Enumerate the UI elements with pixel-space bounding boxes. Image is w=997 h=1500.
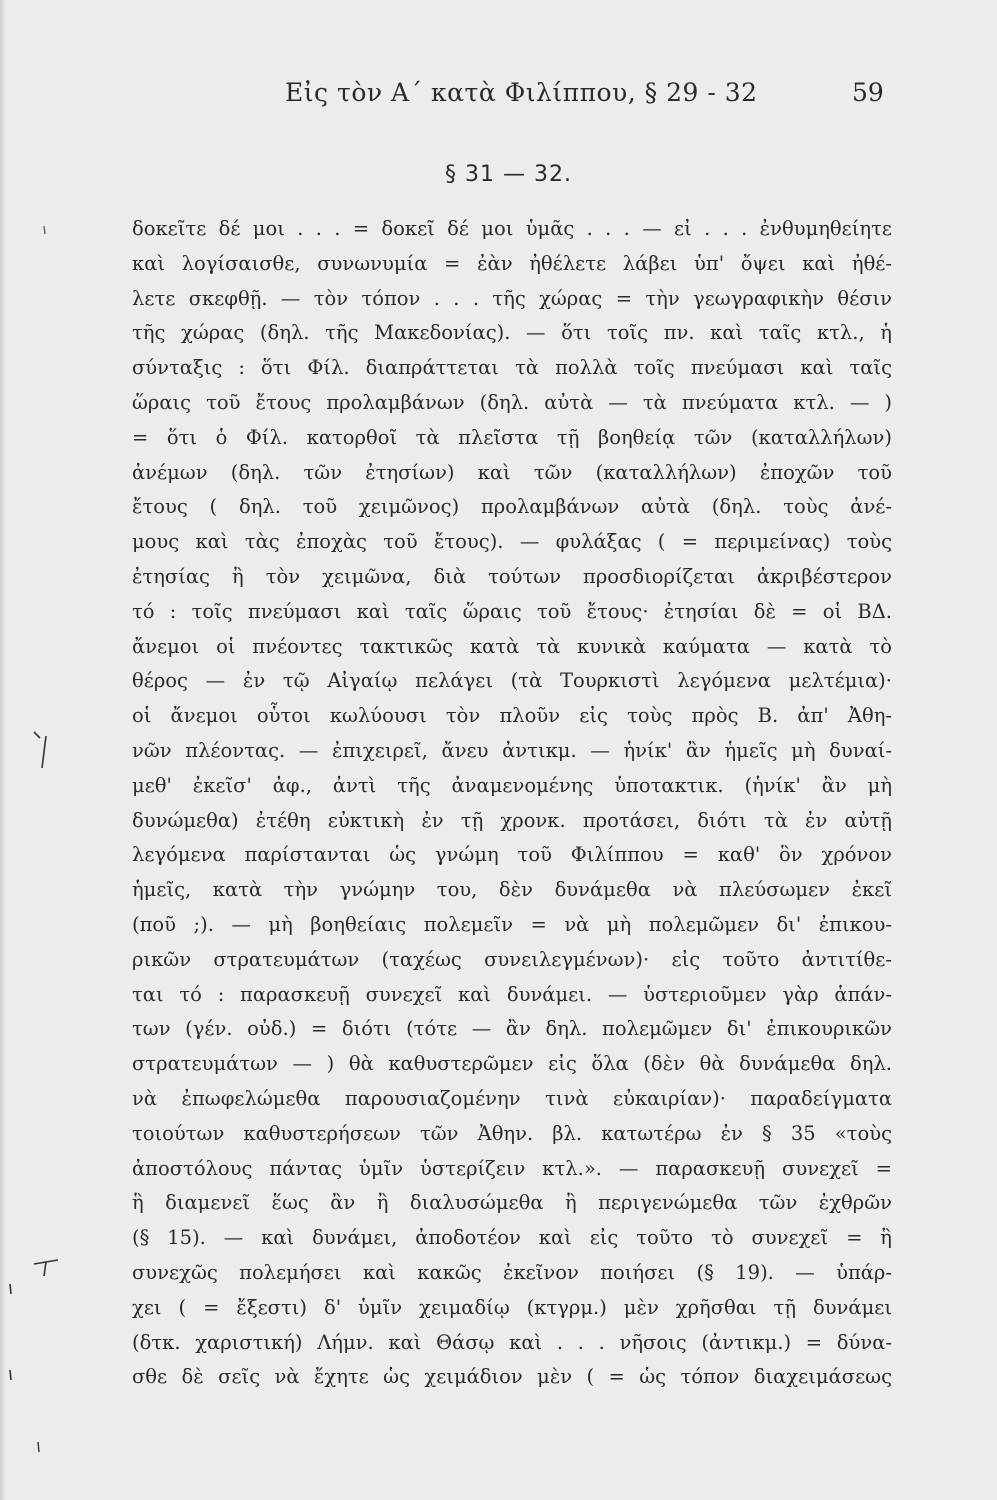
text-line: ἣ διαμενεῖ ἕως ἂν ἢ διαλυσώμεθα ἢ περιγενώμεθα τῶν ἐχθρῶν — [132, 1191, 892, 1215]
text-line: τό : τοῖς πνεύμασι καὶ ταῖς ὥραις τοῦ ἔτους· ἐτησίαι δὲ = οἱ ΒΔ. — [132, 599, 892, 623]
running-title: Εἰς τὸν Α΄ κατὰ Φιλίππου, § 29 - 32 — [285, 78, 758, 107]
running-head — [0, 78, 997, 118]
text-line: λετε σκεφθῇ. — τὸν τόπον . . . τῆς χώρας = τὴν γεωγραφικὴν θέσιν — [132, 286, 892, 310]
text-line: ἐτησίας ἢ τὸν χειμῶνα, διὰ τούτων προσδιορίζεται ἀκριβέστερον — [132, 564, 892, 588]
text-line: τοιούτων καθυστερήσεων τῶν Ἀθην. βλ. κατωτέρω ἐν § 35 «τοὺς — [132, 1121, 892, 1145]
margin-dot-mark — [40, 224, 50, 236]
margin-pencil-mark — [32, 1256, 62, 1280]
page-number: 59 — [852, 78, 884, 107]
text-line: (§ 15). — καὶ δυνάμει, ἀποδοτέον καὶ εἰς τοῦτο τὸ συνεχεῖ = ἣ — [132, 1226, 892, 1250]
text-line: καὶ λογίσαισθε, συνωνυμία = ἐὰν ἠθέλετε λάβει ὑπ' ὄψει καὶ ἠθέ- — [132, 251, 892, 275]
text-line: ρικῶν στρατευμάτων (ταχέως συνειλεγμένων)· εἰς τοῦτο ἀντιτίθε- — [132, 947, 892, 971]
text-line: δυνώμεθα) ἐτέθη εὐκτικὴ ἐν τῇ χρονκ. προτάσει, διότι τὰ ἐν αὐτῇ — [132, 808, 892, 832]
text-line: ἀνέμων (δηλ. τῶν ἐτησίων) καὶ τῶν (καταλλήλων) ἐποχῶν τοῦ — [132, 460, 892, 484]
text-line: θέρος — ἐν τῷ Αἰγαίῳ πελάγει (τὰ Τουρκιστὶ λεγόμενα μελτέμια)· — [132, 669, 892, 693]
text-line: των (γέν. οὐδ.) = διότι (τότε — ἂν δηλ. πολεμῶμεν δι' ἐπικουρικῶν — [132, 1017, 892, 1041]
text-line: ἄνεμοι οἱ πνέοντες τακτικῶς κατὰ τὰ κυνικὰ καύματα — κατὰ τὸ — [132, 634, 892, 658]
text-line: σθε δὲ σεῖς νὰ ἔχητε ὡς χειμάδιον μὲν ( = ὡς τόπον διαχειμάσεως — [132, 1365, 892, 1389]
text-line: χει ( = ἔξεστι) δ' ὑμῖν χειμαδίῳ (κτγρμ.) μὲν χρῆσθαι τῇ δυνάμει — [132, 1295, 892, 1319]
text-line: τῆς χώρας (δηλ. τῆς Μακεδονίας). — ὅτι τοῖς πν. καὶ ταῖς κτλ., ἡ — [132, 321, 892, 345]
text-line: μους καὶ τὰς ἐποχὰς τοῦ ἔτους). — φυλάξας ( = περιμείνας) τοὺς — [132, 530, 892, 554]
text-line: συνεχῶς πολεμήσει καὶ κακῶς ἐκεῖνον ποιήσει (§ 19). — ὑπάρ- — [132, 1260, 892, 1284]
text-line: δοκεῖτε δέ μοι . . . = δοκεῖ δέ μοι ὑμᾶς . . . — εἰ . . . ἐνθυμηθείητε — [132, 217, 892, 240]
margin-dot-mark — [34, 1440, 44, 1454]
text-line: νῶν πλέοντας. — ἐπιχειρεῖ, ἄνευ ἀντικμ. — ἡνίκ' ἂν ἡμεῖς μὴ δυναί- — [132, 738, 892, 762]
margin-dot-mark — [6, 1282, 16, 1296]
commentary-text — [132, 212, 892, 1395]
text-line: οἱ ἄνεμοι οὗτοι κωλύουσι τὸν πλοῦν εἰς τοὺς πρὸς Β. ἀπ' Ἀθη- — [132, 704, 892, 728]
text-line: ἀποστόλους πάντας ὑμῖν ὑστερίζειν κτλ.». — παρασκευῇ συνεχεῖ = — [132, 1156, 892, 1180]
page-edge-shadow — [0, 0, 6, 1500]
text-line: (δτκ. χαριστική) Λήμν. καὶ Θάσῳ καὶ . . . νῆσοις (ἀντικμ.) = δύνα- — [132, 1330, 892, 1354]
text-line: (ποῦ ;). — μὴ βοηθείαις πολεμεῖν = νὰ μὴ πολεμῶμεν δι' ἐπικου- — [132, 912, 892, 936]
section-heading: § 31 — 32. — [445, 162, 572, 187]
margin-pencil-mark — [30, 728, 52, 772]
text-line: μεθ' ἐκεῖσ' ἀφ., ἀντὶ τῆς ἀναμενομένης ὑποτακτικ. (ἡνίκ' ἂν μὴ — [132, 773, 892, 797]
text-line: σύνταξις : ὅτι Φίλ. διαπράττεται τὰ πολλὰ τοῖς πνεύμασι καὶ ταῖς — [132, 356, 892, 380]
margin-dot-mark — [6, 1368, 16, 1382]
text-line: ἡμεῖς, κατὰ τὴν γνώμην του, δὲν δυνάμεθα νὰ πλεύσωμεν ἐκεῖ — [132, 878, 892, 902]
text-line: στρατευμάτων — ) θὰ καθυστερῶμεν εἰς ὅλα (δὲν θὰ δυνάμεθα δηλ. — [132, 1052, 892, 1076]
text-line: νὰ ἐπωφελώμεθα παρουσιαζομένην τινὰ εὐκαιρίαν)· παραδείγματα — [132, 1086, 892, 1110]
text-line: ἔτους ( δηλ. τοῦ χειμῶνος) προλαμβάνων αὐτὰ (δηλ. τοὺς ἀνέ- — [132, 495, 892, 519]
text-line: ὥραις τοῦ ἔτους προλαμβάνων (δηλ. αὐτὰ — τὰ πνεύματα κτλ. — ) — [132, 390, 892, 414]
text-line: λεγόμενα παρίστανται ὡς γνώμη τοῦ Φιλίππου = καθ' ὃν χρόνον — [132, 843, 892, 867]
text-line: = ὅτι ὁ Φίλ. κατορθοῖ τὰ πλεῖστα τῇ βοηθείᾳ τῶν (καταλλήλων) — [132, 425, 892, 449]
text-line: ται τό : παρασκευῇ συνεχεῖ καὶ δυνάμει. — ὑστεριοῦμεν γὰρ ἁπάν- — [132, 982, 892, 1006]
